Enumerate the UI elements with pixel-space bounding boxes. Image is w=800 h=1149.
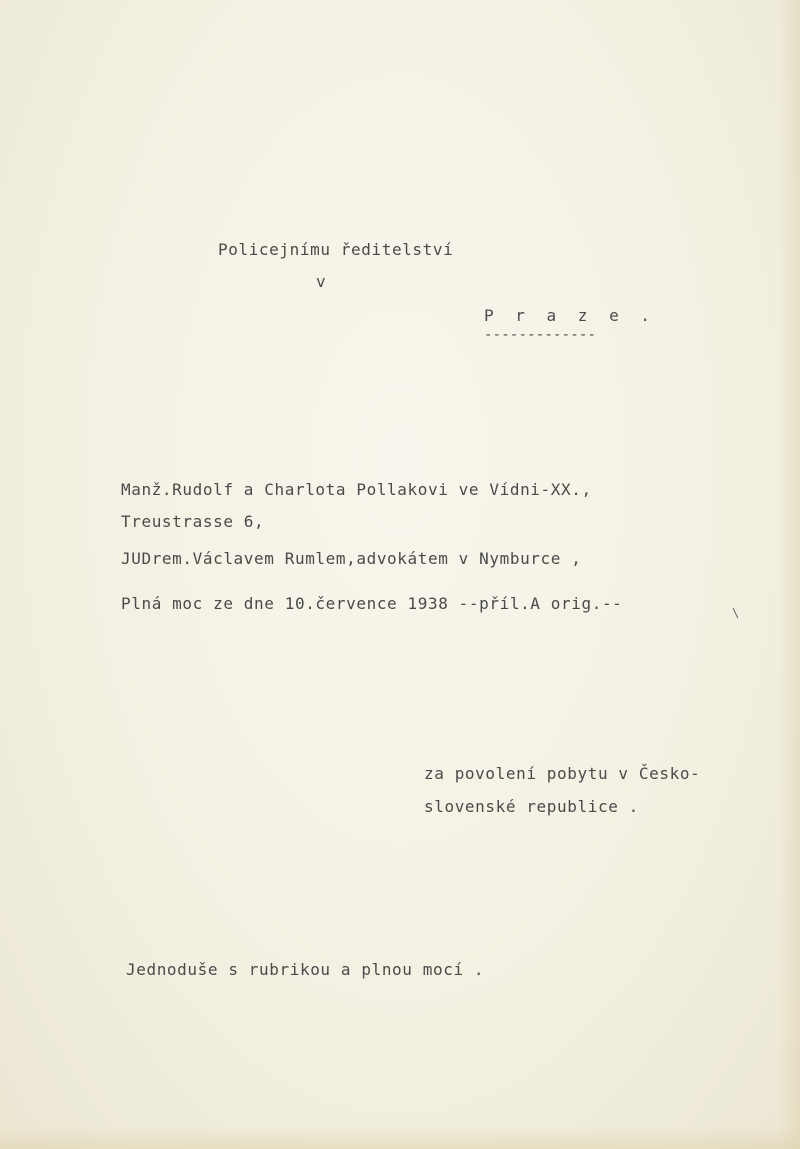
address-preposition: v: [316, 272, 327, 291]
margin-tick-mark: \: [732, 606, 740, 620]
address-city: P r a z e .: [484, 306, 656, 325]
address-underline: -------------: [484, 327, 597, 343]
paper-edge-right: [778, 0, 800, 1149]
power-of-attorney-line: Plná moc ze dne 10.července 1938 --příl.A orig.--: [121, 594, 623, 613]
request-line-1: za povolení pobytu v Česko-: [424, 764, 701, 783]
applicants-address: Treustrasse 6,: [121, 512, 265, 531]
request-line-2: slovenské republice .: [424, 797, 639, 816]
attorney-line: JUDrem.Václavem Rumlem,advokátem v Nymburce ,: [121, 549, 582, 568]
applicants-line: Manž.Rudolf a Charlota Pollakovi ve Vídni-XX.,: [121, 480, 592, 499]
footer-note: Jednoduše s rubrikou a plnou mocí .: [126, 960, 485, 979]
paper-edge-bottom: [0, 1125, 800, 1149]
address-authority: Policejnímu ředitelství: [218, 240, 454, 259]
